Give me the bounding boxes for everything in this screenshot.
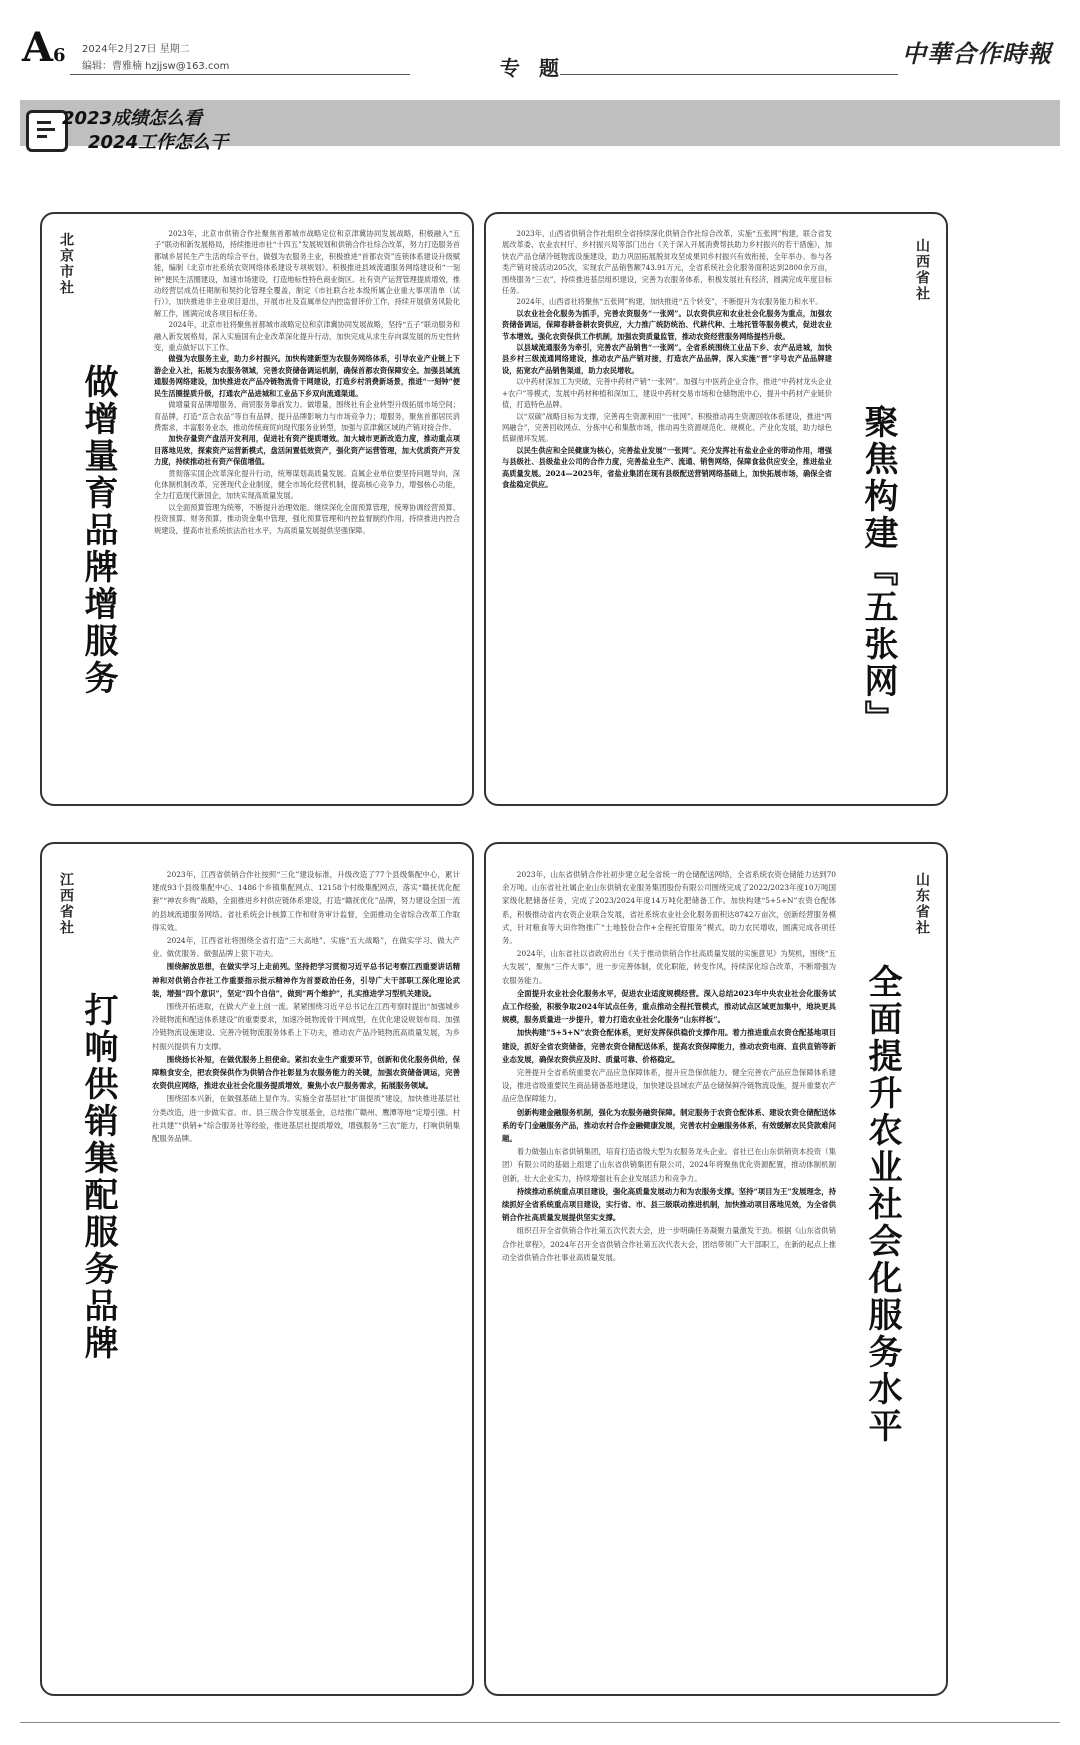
paragraph: 围绕解放思想，在做实学习上走前列。坚持把学习贯彻习近平总书记考察江西重要讲话精神和对供销合作社工作重要指示批示精神作为首要政治任务，引导广大干部职工深化理论武装，增强“四个意识”，坚定“四个自信”，做到“两个维护”，扎实推进学习型机关建设。 — [152, 962, 460, 998]
paragraph: 以县域流通服务为牵引，完善农产品销售“一张网”。全省系统围绕工业品下乡、农产品进城，加快县乡村三级流通网络建设，推动农产品产销对接，打造农产品品牌，深入实施“晋”字号农产品品牌建设，拓宽农产品销售渠道，助力农民增收。 — [502, 343, 832, 375]
masthead-logo: 中華合作時報 — [902, 39, 1052, 68]
paragraph: 全面提升农业社会化服务水平，促进农业适度规模经营。深入总结2023年中央农业社会化服务试点工作经验，积极争取2024年试点任务，重点推动全程托管模式，推动试点区域更加集中，地块更具规模，服务质量进一步提升，着力打造农业社会化服务“山东样板”。 — [502, 988, 836, 1025]
section-title: 专 题 — [500, 56, 565, 80]
paragraph: 做增量育品牌增服务，商贸服务靠前发力。做增量，围绕社有企业转型升级拓展市场空间；育品牌，打造“京合农品”等自有品牌，提升品牌影响力与市场竞争力；增服务，聚焦首都居民消费需求，丰富服务业态，推动传统商贸向现代服务业转型，加强与京津冀区域的产销对接合作。 — [154, 400, 460, 432]
article-body — [154, 228, 460, 536]
org-label: 山东省社 — [914, 872, 930, 936]
article-panel-shanxi — [484, 212, 948, 806]
paragraph: 2024年，山西省社将聚焦“五张网”构建，加快推进“五个转变”，不断提升为农服务能力和水平。 — [516, 297, 823, 307]
article-panel-beijing — [40, 212, 474, 806]
org-label: 江西省社 — [58, 872, 74, 936]
paragraph: 2024年，山东省社以省政府出台《关于推动供销合作社高质量发展的实施意见》为契机，围绕“五大发展”，聚焦“三件大事”，进一步完善体制，优化职能，转变作风，持续深化综合改革，不断增强为农服务能力。 — [502, 949, 836, 985]
paragraph: 创新构建金融服务机制，强化为农服务融资保障。制定服务于农资仓配体系、建设农资仓储配送体系的专门金融服务产品，推动农村合作金融健康发展，完善农村金融服务体系，有效缓解农民贷款难问题。 — [502, 1107, 836, 1144]
paragraph: 做强为农服务主业，助力乡村振兴。加快构建新型为农服务网络体系，引导农业产业链上下游企业入社，拓展为农服务领域，完善农资储备调运机制，确保首都农资保障安全。加强县域流通服务网络建设，加快推进农产品冷链物流骨干网建设，打造乡村消费新场景，推进“一刻钟”便民生活圈提质升级，打通农产品进城和工业品下乡双向流通渠道。 — [154, 354, 460, 398]
paragraph: 加快存量资产盘活开发利用，促进社有资产提质增效。加大城市更新改造力度，推动重点项目落地见效，探索资产运营新模式，盘活闲置低效资产，强化资产运营管理，加大优质资产开发力度，持续推动社有资产保值增值。 — [154, 434, 460, 467]
editor-credit: 编辑：曹雅楠 hzjjsw@163.com — [82, 61, 230, 72]
paragraph: 围绕开拓进取，在做大产业上创一流。紧紧围绕习近平总书记在江西考察时提出“加强城乡冷链物流和配送体系建设”的重要要求，加速冷链物流骨干网成型，在优化建设规划布局、加强冷链物流设施建设、完善冷链物流服务体系上下功夫，推动农产品冷链物流高质量发展，为乡村振兴提供有力支撑。 — [152, 1002, 460, 1051]
header-rule-left — [70, 74, 410, 75]
header-rule-right — [560, 74, 898, 75]
paragraph: 2023年，山西省供销合作社组织全省持续深化供销合作社综合改革，实施“五张网”构建，联合省发展改革委、农业农村厅、乡村振兴局等部门出台《关于深入开展消费帮扶助力乡村振兴的若干措施》，加快农产品仓储冷链物流设施建设，助力巩固拓展脱贫攻坚成果同乡村振兴有效衔接，全年举办、参与各类产销对接活动205次，实现农产品销售额743.91万元，全省系统社会化服务面积达到2800余万亩，围绕服务“三农”，持续推进基层组织建设，完善为农服务体系，积极发展社有经济，圆满完成年度目标任务。 — [502, 229, 832, 296]
paragraph: 2024年，江西省社将围绕全省打造“三大高地”、实施“五大战略”，在做实学习、做大产业、做优服务、做强品牌上狠下功夫。 — [152, 936, 460, 959]
paragraph: 完善提升全省系统重要农产品应急保障体系，提升应急保供能力。健全完善农产品应急保障体系建设，推进省级重要民生商品储备基地建设，加快建设县域农产品仓储保鲜冷链物流设施，提升重要农产品应急保障能力。 — [502, 1068, 836, 1104]
paragraph: 以农业社会化服务为抓手，完善农资服务“一张网”。以农资供应和农业社会化服务为重点，加强农资储备调运，保障春耕备耕农资供应，大力推广统防统治、代耕代种、土地托管等服务模式，促进农业节本增效。强化农资保供工作机制，加强农资质量监管，推动农资经营服务网络提档升级。 — [502, 308, 832, 341]
paragraph: 围绕固本兴新，在做强基础上显作为。实施全省基层社“扩面提质”建设，加快推进基层社分类改造，进一步做实省、市、县三级合作发展基金，总结推广赣州、鹰潭等地“定增引强、村社共建”“供销+”综合服务社等经验，推进基层社提质增效，增强服务“三农”能力，打响供销集配服务品牌。 — [152, 1094, 460, 1144]
paragraph: 2023年，江西省供销合作社按照“三化”建设标准，升级改造了77个县级集配中心，累计建成93个县级集配中心、1486个乡镇集配网点、12158个村级集配网点，落实“赣抚优化配套”“神农乡购”战略，全面推进乡村供应链体系建设，打造“赣抚优化”品牌，努力建设全国一流的县域流通服务网络。省社系统会计核算工作和财务审计监督，全面推动全省综合改革工作取得实效。 — [152, 870, 460, 932]
paragraph: 着力做强山东省供销集团，培育打造省级大型为农服务龙头企业。省社已在山东供销资本投资（集团）有限公司的基础上组建了山东省供销集团有限公司，2024年将聚焦优化资源配置，推动体制机制创新，壮大企业实力，持续增强社有企业发展活力和竞争力。 — [502, 1147, 836, 1183]
paragraph: 组织召开全省供销合作社第五次代表大会，进一步明确任务凝聚力量激发干劲。根据《山东省供销合作社章程》，2024年召开全省供销合作社第五次代表大会，团结带领广大干部职工，在新的起点上推动全省供销合作社事业高质量发展。 — [502, 1226, 836, 1262]
paragraph: 2023年，山东省供销合作社初步建立起全省统一的仓储配送网络，全省系统农资仓储能力达到70余万吨。山东省社社属企业山东供销农业服务集团股份有限公司围绕完成了2022/2023年度10万吨国家级化肥储备任务，完成了2023/2024年度14万吨化肥储备工作。加快构建“5+5+N”农资仓配体系，积极推动省内农资企业联合发展，省社系统农业社会化服务面积达8742万亩次，创新经营服务模式，针对粮食等大田作物推广“土地股份合作+全程托管服务”模式，助力农民增收，圆满完成各项任务。 — [502, 870, 836, 946]
paragraph: 围绕扬长补短，在做优服务上担使命。紧扣农业生产重要环节，创新和优化服务供给，保障粮食安全，把农资保供作为供销合作社彰显为农服务能力的关键，加强农资储备调运，完善农资供应网络，推进农业社会化服务提质增效，聚焦小农户服务需求，拓展服务领域。 — [152, 1054, 460, 1091]
org-label: 北京市社 — [58, 232, 74, 296]
article-panel-shandong — [484, 842, 948, 1696]
article-body — [502, 868, 836, 1264]
page-number-digit: 6 — [53, 45, 66, 66]
page-letter: A — [22, 24, 54, 71]
paragraph: 以全面预算管理为统筹，不断提升治理效能。继续深化全面预算管理，统筹协调经营预算、投资预算、财务预算，推动资金集中管理，强化预算管理和内控监督制约作用。持续推进内控合规建设，提高市社系统依法治社水平，为高质量发展提供坚强保障。 — [154, 502, 460, 535]
paragraph: 持续推动系统重点项目建设，强化高质量发展动力和为农服务支撑。坚持“项目为王”发展理念，持续抓好全省系统重点项目建设，实行省、市、县三级联动推进机制，加快推动项目落地见效，为全省供销合作社高质量发展提供坚实支撑。 — [502, 1186, 836, 1223]
org-label: 山西省社 — [914, 238, 930, 302]
article-headline: 做增量育品牌增服务 — [78, 364, 118, 697]
paragraph: 加快构建“5+5+N”农资仓配体系，更好发挥保供稳价支撑作用。着力推进重点农资仓配基地项目建设，抓好全省农资储备，完善农资仓储配送体系，提高农资保障能力，推动农资电商、直供直销等新业态发展，确保农资供应及时、质量可靠、价格稳定。 — [502, 1028, 836, 1064]
page-number — [22, 24, 66, 76]
article-panel-jiangxi — [40, 842, 474, 1696]
article-body — [152, 868, 460, 1145]
paragraph: 以民生供应和全民健康为核心，完善盐业发展“一张网”。充分发挥社有盐业企业的带动作用，增强与县级社、县级盐业公司的合作力度，完善盐业生产、流通、销售网络，保障食盐供应安全，推进盐业高质量发展。2024—2025年，省盐业集团在现有县级配送营销网络基础上，加快拓展市场，确保全省食盐稳定供应。 — [502, 445, 832, 489]
banner-line-1: 2023成绩怎么看 — [62, 108, 203, 129]
paragraph: 2023年，北京市供销合作社聚焦首都城市战略定位和京津冀协同发展战略，积极融入“五子”联动和新发展格局，持续推进市社“十四五”发展规划和供销合作社综合改革，努力打造服务首都城乡居民生产生活的综合平台，做强为农服务主业，积极推进“首都农资”连锁体系建设升级赋能，编制《北京市社系统农资网络体系建设专项规划》。积极推进县域流通服务网络建设和“一刻钟”便民生活圈建设，加速市场建设，打造地标性特色商业街区。社有资产运营管理提质增效，推动经营层成员任期制和契约化管理全覆盖，制定《市社联合社本级所属企业重大事项清单（试行）》，加快推进非主业项目退出，开展市社及直属单位内控监督评价工作，持续开展债务风险化解工作，圆满完成各项目标任务。 — [154, 229, 460, 318]
article-body — [502, 228, 832, 490]
paragraph: 以“双碳”战略目标为支撑，完善再生资源利用“一张网”。积极推动再生资源回收体系建设，推进“两网融合”，完善回收网点、分拣中心和集散市场，推动再生资源规范化、规模化、产业化发展，助力绿色低碳循环发展。 — [502, 411, 832, 444]
paragraph: 以中药材深加工为突破，完善中药材产销“一张网”。加强与中医药企业合作，推进“中药材龙头企业+农户”等模式，发展中药材种植和深加工，建设中药材交易市场和仓储物流中心，提升中药材产业链价值，打造特色品牌。 — [502, 377, 832, 410]
article-headline: 打响供销集配服务品牌 — [78, 992, 118, 1362]
article-headline: 聚焦构建『五张网』 — [858, 404, 898, 737]
paragraph: 2024年，北京市社将聚焦首都城市战略定位和京津冀协同发展战略，坚持“五子”联动服务和融入新发展格局，深入实施国有企业改革深化提升行动，加快完成从求生存向谋发展的历史性转变，重点做好以下工作。 — [154, 320, 460, 353]
banner-line-2: 2024工作怎么干 — [88, 132, 229, 153]
article-headline: 全面提升农业社会化服务水平 — [862, 964, 902, 1445]
paragraph: 贯彻落实国企改革深化提升行动，统筹谋划高质量发展。直属企业单位要坚持问题导向，深化体制机制改革，完善现代企业制度，健全市场化经营机制，提高核心竞争力，增强核心功能，全力打造现代新国企，加快实现高质量发展。 — [154, 468, 460, 501]
issue-date: 2024年2月27日 星期二 — [82, 44, 190, 55]
footer-rule — [20, 1722, 1060, 1723]
